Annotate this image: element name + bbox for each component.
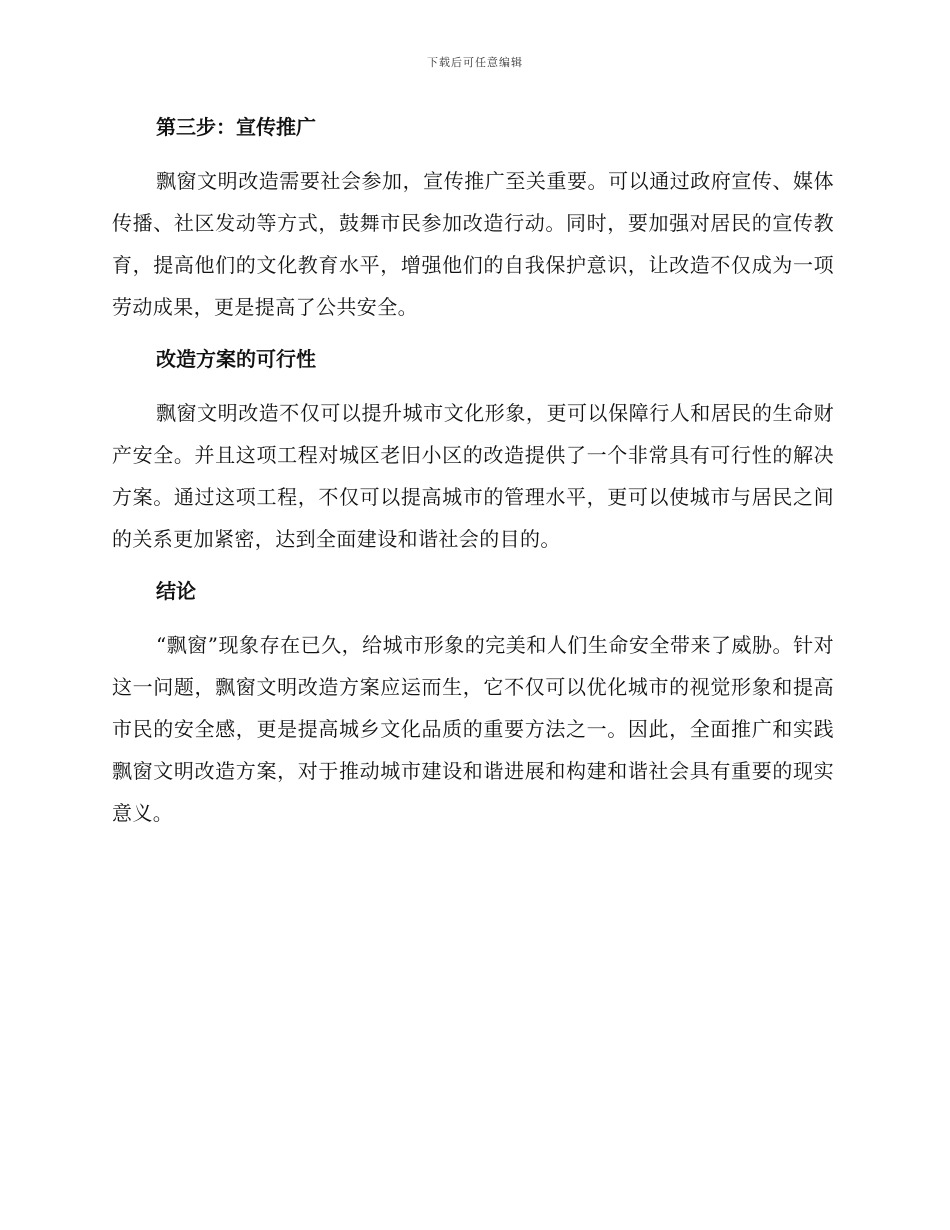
- section-heading-conclusion: 结论: [156, 579, 196, 603]
- page-header-note: 下载后可任意编辑: [427, 56, 523, 69]
- section-paragraph-conclusion: “飘窗”现象存在已久，给城市形象的完美和人们生命安全带来了威胁。针对这一问题，飘窗文明改造方案应运而生，它不仅可以优化城市的视觉形象和提高市民的安全感，更是提高城乡文化品质的重要方法之一。因此，全面推广和实践飘窗文明改造方案，对于推动城市建设和谐进展和构建和谐社会具有重要的现实意义。: [112, 633, 834, 825]
- section-paragraph-feasibility: 飘窗文明改造不仅可以提升城市文化形象，更可以保障行人和居民的生命财产安全。并且这项工程对城区老旧小区的改造提供了一个非常具有可行性的解决方案。通过这项工程，不仅可以提高城市的管理水平，更可以使城市与居民之间的关系更加紧密，达到全面建设和谐社会的目的。: [112, 401, 834, 551]
- section-heading-feasibility: 改造方案的可行性: [156, 347, 316, 371]
- section-heading-promotion: 第三步：宣传推广: [156, 115, 316, 139]
- section-paragraph-promotion: 飘窗文明改造需要社会参加，宣传推广至关重要。可以通过政府宣传、媒体传播、社区发动等方式，鼓舞市民参加改造行动。同时，要加强对居民的宣传教育，提高他们的文化教育水平，增强他们的自我保护意识，让改造不仅成为一项劳动成果，更是提高了公共安全。: [112, 169, 834, 319]
- document-body: [112, 110, 834, 834]
